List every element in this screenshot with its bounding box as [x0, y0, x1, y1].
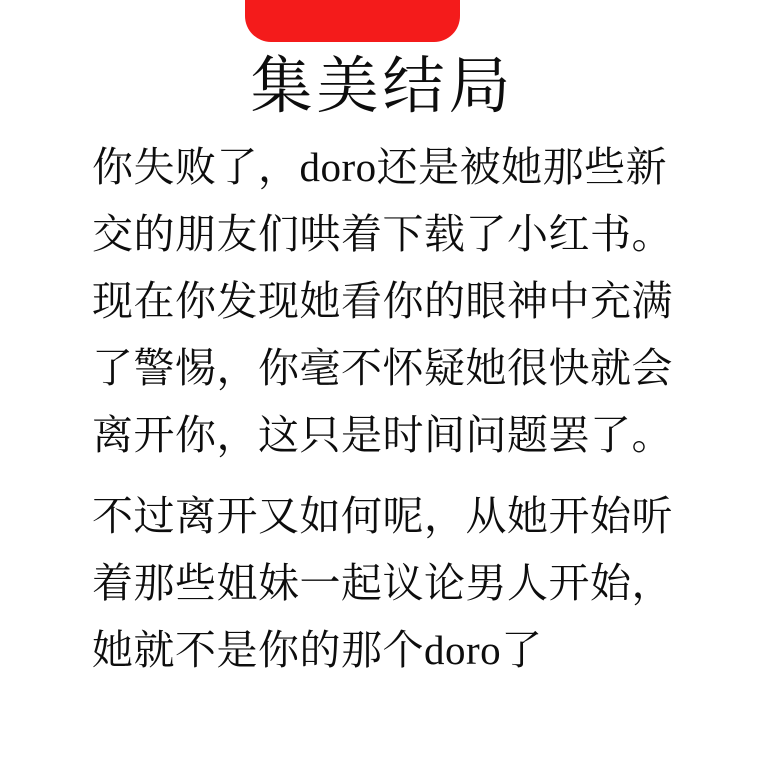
red-rounded-banner	[245, 0, 460, 42]
paragraph: 你失败了，doro还是被她那些新交的朋友们哄着下载了小红书。现在你发现她看你的眼神中充满了警惕，你毫不怀疑她很快就会离开你，这只是时间问题罢了。	[92, 144, 673, 458]
page-title: 集美结局	[250, 53, 515, 121]
body-text	[92, 134, 682, 684]
paragraph: 不过离开又如何呢，从她开始听着那些姐妹一起议论男人开始，她就不是你的那个doro了	[92, 493, 673, 673]
